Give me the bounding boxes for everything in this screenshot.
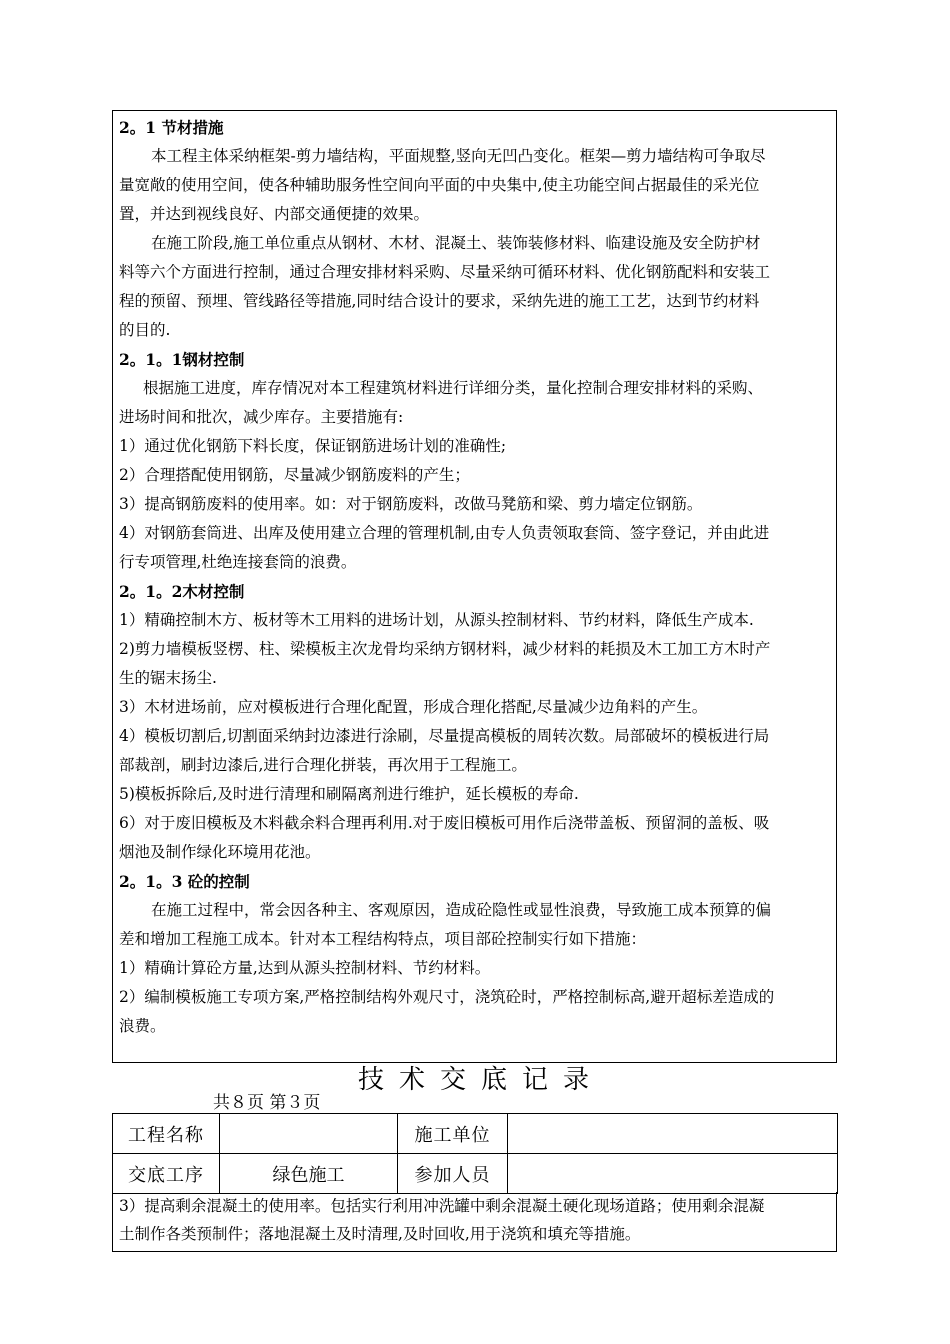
paragraph-line: 置，并达到视线良好、内部交通便捷的效果。 xyxy=(119,205,430,223)
paragraph-line: 在施工过程中，常会因各种主、客观原因，造成砼隐性或显性浪费，导致施工成本预算的偏 xyxy=(151,901,772,919)
paragraph-line: 根据施工进度，库存情况对本工程建筑材料进行详细分类，量化控制合理安排材料的采购、 xyxy=(143,379,764,397)
paragraph-line: 5)模板拆除后,及时进行清理和刷隔离剂进行维护，延长模板的寿命. xyxy=(119,785,579,803)
table-row xyxy=(113,1154,838,1194)
paragraph-line: 在施工阶段,施工单位重点从钢材、木材、混凝土、装饰装修材料、临建设施及安全防护材 xyxy=(151,234,761,252)
paragraph-line: 部裁剖，刷封边漆后,进行合理化拼装，再次用于工程施工。 xyxy=(119,756,527,774)
paragraph-line: 3）木材进场前，应对模板进行合理化配置，形成合理化搭配,尽量减少边角料的产生。 xyxy=(119,698,708,716)
section-heading: 2。1。2木材控制 xyxy=(119,582,245,601)
paragraph-line: 进场时间和批次，减少库存。主要措施有: xyxy=(119,408,404,426)
construction-unit-value xyxy=(508,1114,838,1154)
paragraph-line: 2）合理搭配使用钢筋，尽量减少钢筋废料的产生； xyxy=(119,466,470,484)
section-heading: 2。1。3 砼的控制 xyxy=(119,872,250,891)
paragraph-line: 1）精确计算砼方量,达到从源头控制材料、节约材料。 xyxy=(119,959,491,977)
section-body xyxy=(113,111,836,1041)
paragraph-line: 烟池及制作绿化环境用花池。 xyxy=(119,843,321,861)
participants-label: 参加人员 xyxy=(398,1154,508,1194)
paragraph-line: 料等六个方面进行控制，通过合理安排材料采购、尽量采纳可循环材料、优化钢筋配料和安装工 xyxy=(119,263,771,281)
record-header-table xyxy=(112,1113,838,1194)
paragraph-line: 程的预留、预埋、管线路径等措施,同时结合设计的要求，采纳先进的施工工艺，达到节约材料 xyxy=(119,292,760,310)
procedure-value: 绿色施工 xyxy=(220,1154,398,1194)
paragraph-line: 3）提高剩余混凝土的使用率。包括实行利用冲洗罐中剩余混凝土硬化现场道路；使用剩余混凝 xyxy=(119,1197,765,1215)
paragraph-line: 3）提高钢筋废料的使用率。如：对于钢筋废料，改做马凳筋和梁、剪力墙定位钢筋。 xyxy=(119,495,703,513)
paragraph-line: 生的锯末扬尘. xyxy=(119,669,217,687)
paragraph-line: 浪费。 xyxy=(119,1017,166,1035)
participants-value xyxy=(508,1154,838,1194)
record-title: 技术交底记录 xyxy=(357,1065,604,1095)
construction-unit-label: 施工单位 xyxy=(398,1114,508,1154)
table-row xyxy=(113,1114,838,1154)
paragraph-line: 2）编制模板施工专项方案,严格控制结构外观尺寸，浇筑砼时，严格控制标高,避开超标差造成的 xyxy=(119,988,775,1006)
paragraph-line: 行专项管理,杜绝连接套筒的浪费。 xyxy=(119,553,357,571)
project-name-value xyxy=(220,1114,398,1154)
content-box-bottom xyxy=(112,1192,837,1252)
paragraph-line: 的目的. xyxy=(119,321,171,339)
paragraph-line: 土制作各类预制件；落地混凝土及时清理,及时回收,用于浇筑和填充等措施。 xyxy=(119,1225,641,1243)
section-heading: 2。1 节材措施 xyxy=(119,118,224,137)
paragraph-line: 1）精确控制木方、板材等木工用料的进场计划，从源头控制材料、节约材料，降低生产成本. xyxy=(119,611,754,629)
paragraph-line: 量宽敞的使用空间，使各种辅助服务性空间向平面的中央集中,使主功能空间占据最佳的采光位 xyxy=(119,176,760,194)
paragraph-line: 4）对钢筋套筒进、出库及使用建立合理的管理机制,由专人负责领取套筒、签字登记，并由此进 xyxy=(119,524,770,542)
paragraph-line: 4）模板切割后,切割面采纳封边漆进行涂刷，尽量提高模板的周转次数。局部破坏的模板进行局 xyxy=(119,727,770,745)
paragraph-line: 差和增加工程施工成本。针对本工程结构特点，项目部砼控制实行如下措施： xyxy=(119,930,647,948)
project-name-label: 工程名称 xyxy=(113,1114,220,1154)
paragraph-line: 本工程主体采纳框架-剪力墙结构，平面规整,竖向无凹凸变化。框架—剪力墙结构可争取尽 xyxy=(151,147,766,165)
page-info: 共８页 第３页 xyxy=(213,1093,321,1113)
paragraph-line: 1）通过优化钢筋下料长度，保证钢筋进场计划的准确性; xyxy=(119,437,507,455)
procedure-label: 交底工序 xyxy=(113,1154,220,1194)
paragraph-line: 2)剪力墙模板竖楞、柱、梁模板主次龙骨均采纳方钢材料，减少材料的耗损及木工加工方木时产 xyxy=(119,640,771,658)
paragraph-line: 6）对于废旧模板及木料截余料合理再利用.对于废旧模板可用作后浇带盖板、预留洞的盖板、吸 xyxy=(119,814,770,832)
content-box-top xyxy=(112,110,837,1063)
section-heading: 2。1。1钢材控制 xyxy=(119,350,245,369)
